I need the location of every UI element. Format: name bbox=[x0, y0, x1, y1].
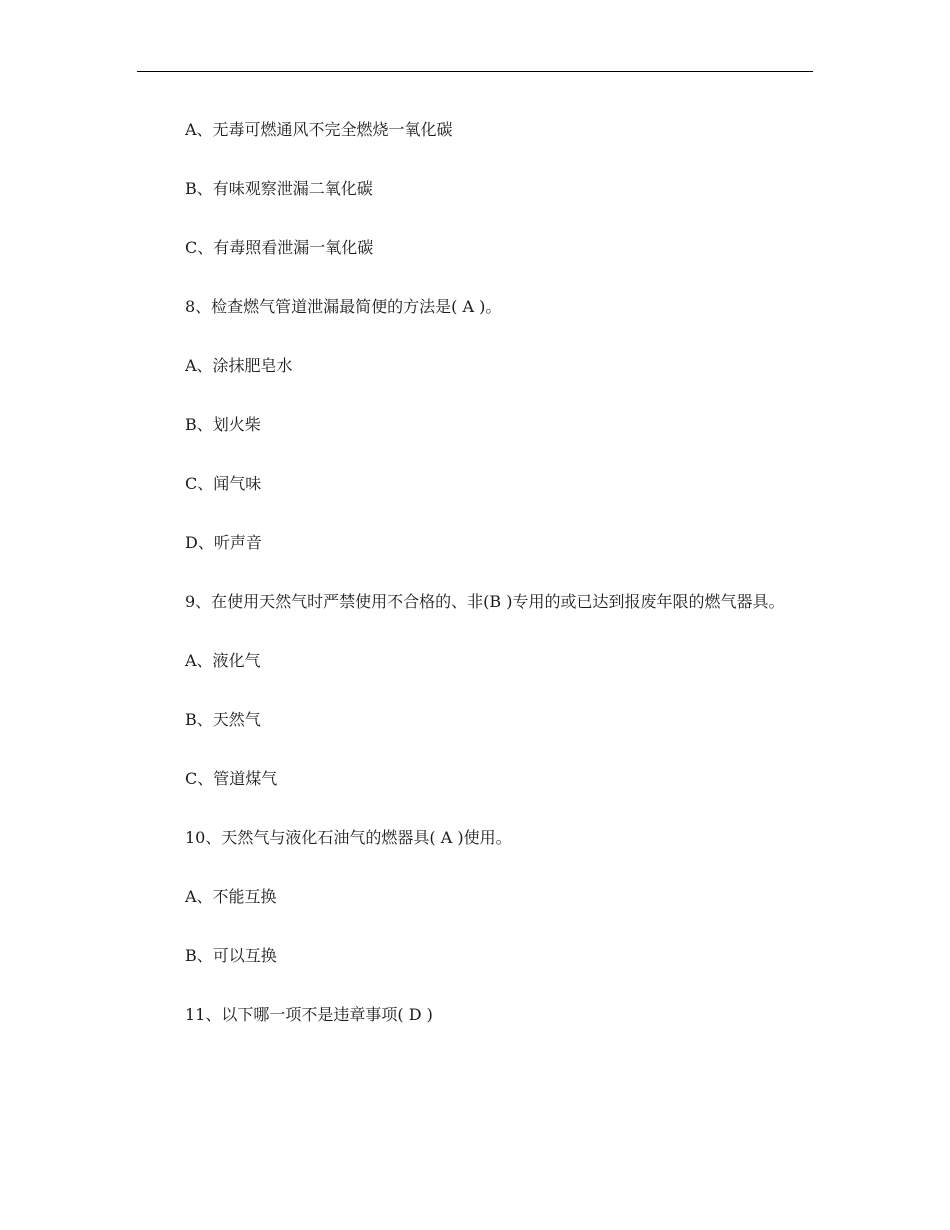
q9-option-c: C、管道煤气 bbox=[185, 769, 278, 788]
q10-option-b: B、可以互换 bbox=[185, 946, 277, 965]
header-rule bbox=[137, 71, 813, 72]
document-body bbox=[137, 115, 813, 1059]
q10-option-a: A、不能互换 bbox=[185, 887, 277, 906]
question-10: 10、天然气与液化石油气的燃器具( A )使用。 bbox=[185, 828, 512, 847]
q9-option-b: B、天然气 bbox=[185, 710, 261, 729]
option-b-gas-properties: B、有味观察泄漏二氧化碳 bbox=[185, 179, 373, 198]
option-c-gas-properties: C、有毒照看泄漏一氧化碳 bbox=[185, 238, 374, 257]
question-9: 9、在使用天然气时严禁使用不合格的、非(B )专用的或已达到报废年限的燃气器具。 bbox=[185, 592, 785, 611]
q8-option-d: D、听声音 bbox=[185, 533, 262, 552]
q8-option-a: A、涂抹肥皂水 bbox=[185, 356, 293, 375]
option-a-gas-properties: A、无毒可燃通风不完全燃烧一氧化碳 bbox=[185, 120, 453, 139]
question-11: 11、以下哪一项不是违章事项( D ) bbox=[185, 1005, 433, 1024]
question-8: 8、检查燃气管道泄漏最简便的方法是( A )。 bbox=[185, 297, 502, 316]
q8-option-c: C、闻气味 bbox=[185, 474, 262, 493]
q8-option-b: B、划火柴 bbox=[185, 415, 261, 434]
q9-option-a: A、液化气 bbox=[185, 651, 261, 670]
